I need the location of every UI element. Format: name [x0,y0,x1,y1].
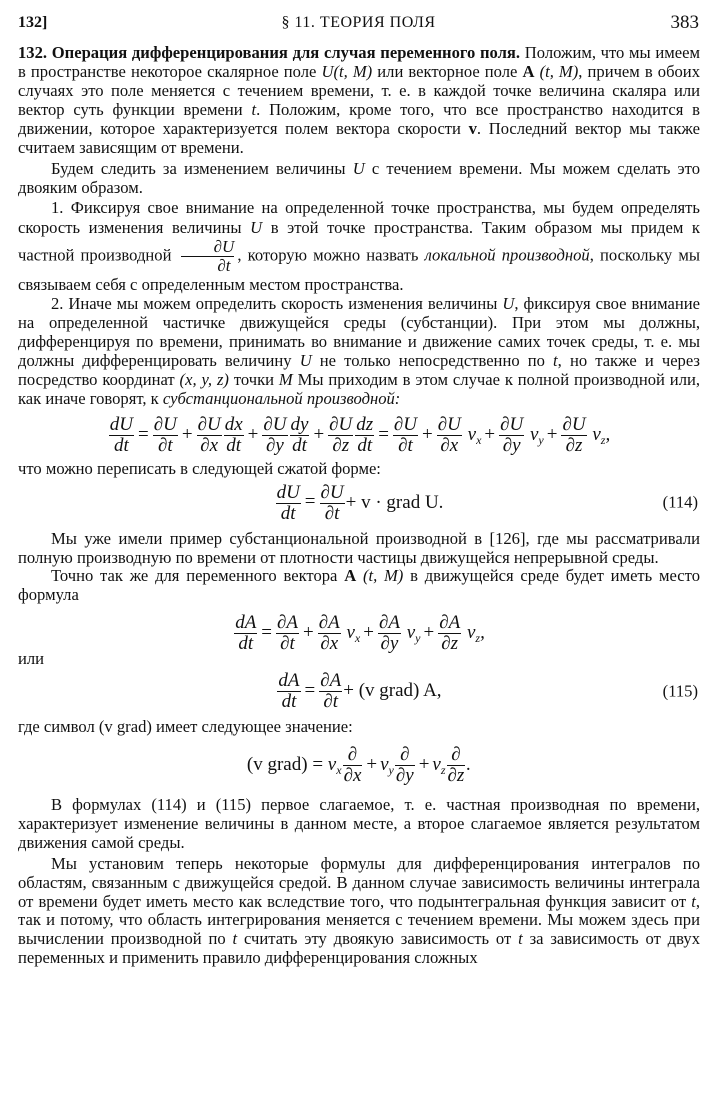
op: + [422,423,433,445]
frac [438,613,461,654]
paragraph-3 [18,198,700,295]
var: A [522,61,535,81]
text: считать эту двоякую зависимость от [237,929,519,949]
var: t [518,929,523,949]
var: t [691,891,696,911]
den: dt [281,691,297,713]
num: dA [235,612,257,634]
den: dt [280,502,296,524]
sub: x [476,432,482,447]
frac [276,483,301,524]
var: (t, M) [356,566,404,586]
var: v [529,423,539,445]
frac [437,415,462,456]
sub: z [600,432,606,447]
text: Будем следить за изменением величины [51,159,353,179]
frac [153,415,178,456]
frac [320,483,345,524]
den: ∂y [395,765,414,787]
equation-v-grad [18,745,700,786]
op: = [378,423,389,445]
equation-114 [18,483,700,524]
punct: , [480,622,485,644]
num: ∂ [395,745,415,766]
num: ∂A [277,612,299,634]
text: 1. Фиксируя свое внимание на определенной точке пространства, мы будем определять скорость изменения величины [18,198,700,238]
text: . Положим, кроме того, что все пространство находится в движении, которое характеризуется полем вектора скорости [18,99,700,138]
var: U [299,350,312,370]
den: ∂x [440,434,459,456]
frac [109,415,134,456]
var: v [346,622,355,644]
paragraph-9: где символ (v grad) имеет следующее значение: [18,717,353,737]
paragraph-10: В формулах (114) и (115) первое слагаемое, т. е. частная производная по времени, характеризует изменение величины в данном месте, а второе слагаемое является результатом движения самой среды. [18,795,700,852]
var: (t, M) [534,61,579,81]
equation-substantial-derivative [18,415,700,456]
var: M [278,369,293,389]
text: точки [228,369,279,389]
var: v [592,423,601,445]
den: ∂t [324,502,340,524]
num: ∂A [320,670,342,692]
var: U [250,218,263,238]
var: t [232,929,238,949]
frac-num: ∂U [181,238,235,257]
sub: y [415,631,421,646]
page-header [18,14,699,38]
op: + [181,423,193,445]
den: ∂t [398,434,413,456]
frac [355,415,374,456]
section-heading: 132. Операция дифференцирования для случая переменного поля. [18,43,521,62]
var: v [327,753,337,775]
text: с течением времени. Мы можем сделать это двояким образом. [18,159,700,198]
den: ∂y [266,434,284,456]
text: 2. Иначе мы можем определить скорость изменения величины [51,294,503,314]
inline-fraction [181,238,235,275]
sub: z [440,762,446,777]
eq-rhs: + v · grad U. [345,491,444,513]
paragraph-5: что можно переписать в следующей сжатой форме: [18,458,381,478]
num: ∂A [318,612,340,634]
text: Точно так же для переменного вектора [51,566,345,586]
page-body [18,44,700,968]
frac [499,415,524,456]
text: , поскольку мы связываем себя с определенным местом пространства. [18,245,700,295]
equation-number: (115) [662,681,698,701]
var: v [432,753,441,775]
text: Мы установим теперь некоторые формулы для дифференцирования интегралов по областям, связанным с движущейся средой. В данном случае зависимость величины интеграла от времени будет иметь место как вследствие того, что подынтегральная функция зависит от [18,853,700,911]
den: ∂t [280,633,295,655]
text: в движущейся среде будет иметь место формула [18,566,700,605]
frac [318,613,341,654]
op: + [313,423,325,445]
paragraph-6: Мы уже имели пример субстанциональной производной в [126], где мы рассматривали полную производную по времени от плотности частицы движущейся непрерывной среды. [18,528,700,567]
den: dt [238,633,254,655]
op: = [261,622,273,644]
op: = [138,423,149,445]
eq-rhs: + (v grad) A, [343,679,442,701]
text: , причем в обоих случаях это поле меняется с течением времени, т. е. в каждой точке величина скаляра или вектор суть функции времени [18,61,700,119]
frac [234,613,257,654]
op: + [303,622,314,644]
den: dt [114,434,129,456]
frac [343,745,363,786]
text: или векторное поле [372,61,523,81]
num: ∂ [447,745,466,766]
sub: x [336,762,342,777]
op: + [366,753,378,775]
var: v [380,753,389,775]
punct: . [466,753,472,775]
sub: y [538,432,544,447]
frac-den: ∂t [217,256,231,276]
num: ∂U [437,413,461,435]
paragraph-7 [18,567,700,605]
den: ∂y [502,434,521,456]
punct: , [605,423,611,445]
text: . Последний вектор мы также считаем зависящим от времени. [18,118,700,157]
num: ∂U [197,413,221,435]
den: ∂z [332,434,350,456]
num: ∂ [343,745,363,766]
den: ∂z [447,765,465,787]
equation-vector-derivative [18,613,700,654]
num: dz [356,413,374,435]
frac [393,415,418,456]
var: t [251,99,257,119]
num: ∂U [153,413,177,435]
den: dt [226,434,242,456]
var: v [468,118,477,138]
text: не только непосредственно по [311,350,554,370]
den: ∂x [320,633,339,655]
frac [561,415,586,456]
frac [319,671,342,712]
text: , но также и через посредство координат [18,350,700,389]
frac [290,415,310,456]
paragraph-section-intro [18,44,700,157]
op: = [304,491,316,513]
den: dt [292,434,307,456]
num: ∂U [562,413,586,435]
header-section-ref: 132] [18,14,48,31]
sub: y [388,762,394,777]
den: ∂t [157,434,173,456]
var: U [352,159,365,179]
num: ∂A [378,612,400,634]
text: , которую можно назвать [237,245,425,265]
frac [328,415,353,456]
num: ∂U [263,413,287,435]
header-chapter-title: § 11. ТЕОРИЯ ПОЛЯ [281,14,436,31]
num: dU [276,481,300,503]
den: ∂x [200,434,219,456]
frac [447,745,466,786]
num: ∂A [439,612,461,634]
op: = [304,679,316,701]
op: + [418,753,430,775]
var: (t, M) [333,61,373,81]
frac [262,415,287,456]
den: ∂z [441,633,459,655]
num: dU [109,413,134,435]
den: ∂z [565,434,583,456]
den: ∂t [323,691,339,713]
num: ∂U [320,481,344,503]
sub: x [354,631,361,646]
text: в этой точке пространства. Таким образом мы придем к частной производной [18,218,700,265]
op: + [484,423,496,445]
num: dA [278,670,300,692]
frac [395,745,415,786]
num: dy [290,413,309,435]
num: ∂U [500,413,524,435]
paragraph-2 [18,160,700,198]
frac [276,613,299,654]
num: ∂U [329,413,353,435]
text: за зависимость от двух переменных и применить правило дифференцирования сложных [18,929,700,968]
frac [224,415,244,456]
emphasis: субстанциональной производной: [162,388,401,408]
equation-number: (114) [662,492,698,512]
op: + [423,622,435,644]
var: U [321,61,334,81]
emphasis: локальной производной [424,245,590,265]
equation-115 [18,671,700,712]
den: dt [357,434,373,456]
frac [277,671,300,712]
text: Положим, что мы имеем в пространстве некоторое скалярное поле [18,43,700,81]
frac [197,415,222,456]
paragraph-4 [18,295,700,408]
num: ∂U [393,413,418,435]
var: A [344,566,357,586]
paragraph-11 [18,855,700,968]
num: dx [224,413,243,435]
var: v [467,423,477,445]
text: Мы приходим в этом случае к полной производной или, как иначе говорят, к [18,369,700,408]
sub: z [475,631,481,646]
op: + [247,423,259,445]
frac [378,613,401,654]
var: (x, y, z) [179,369,229,389]
op: + [546,423,558,445]
den: ∂y [380,633,399,655]
var: v [406,622,416,644]
page-number: 383 [670,12,699,33]
op: + [363,622,374,644]
var: v [466,622,476,644]
eq-lhs: (v grad) = [246,753,324,775]
var: U [502,294,515,314]
var: t [553,350,558,370]
den: ∂x [343,765,362,787]
text: , фиксируя свое внимание на определенной частичке движущейся среды (субстанции). При этом мы должны, дифференцируя по времени, принимать во внимание и движение самих точек среды, т. е. мы должны дифференцировать величину [18,294,700,370]
paragraph-8: или [18,649,45,669]
text: , так и потому, что область интегрирования меняется с течением времени. Мы можем здесь при вычислении производной по [18,891,700,949]
